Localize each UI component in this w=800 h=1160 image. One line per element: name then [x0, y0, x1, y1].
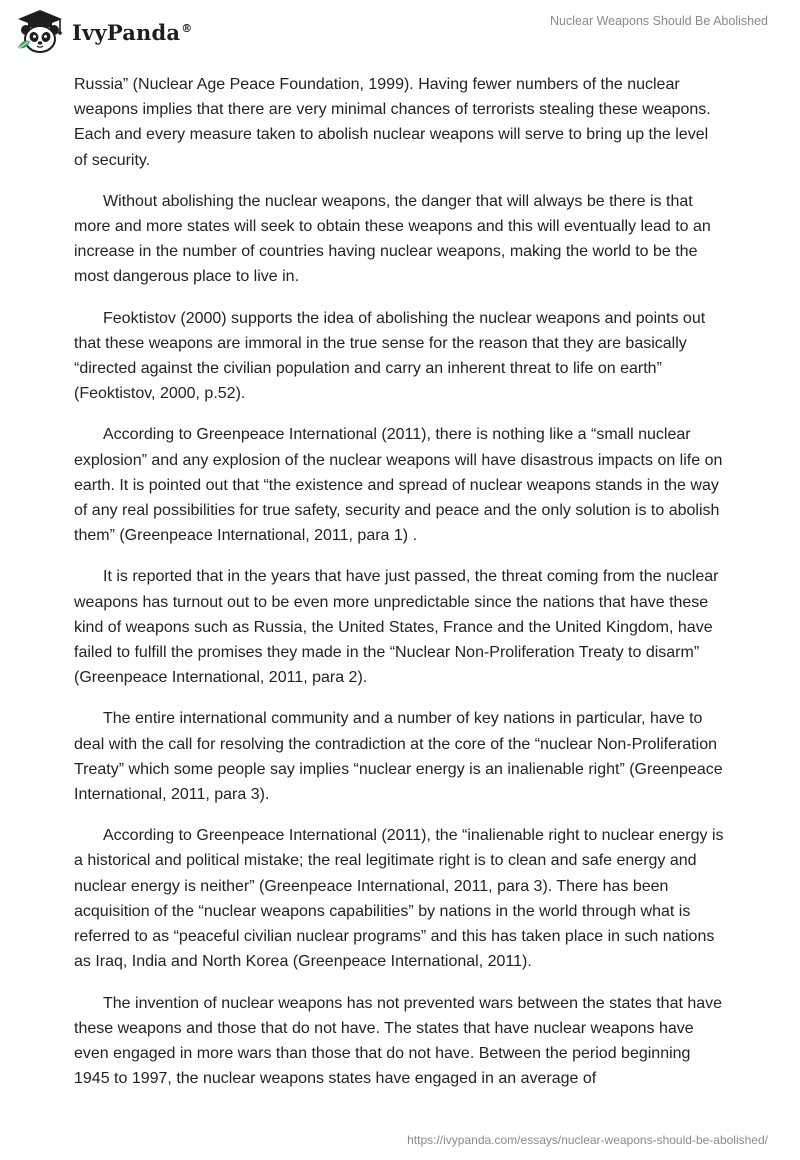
ivypanda-logo[interactable]: [14, 8, 192, 56]
paragraph-7: According to Greenpeace International (2011), the “inalienable right to nuclear energy is a historical and political mistake; the real legitimate right is to clean and safe energy and nuclear energy is neither” (Greenpeace International, 2011, para 3). There has been acquisition of the “nuclear weapons capabilities” by nations in the world through what is referred to as “peaceful civilian nuclear programs” and this has taken place in such nations as Iraq, India and North Korea (Greenpeace International, 2011).: [74, 827, 724, 971]
brand-name-text: IvyPanda: [72, 19, 181, 45]
page-header: [0, 0, 800, 62]
paragraph-1: Russia” (Nuclear Age Peace Foundation, 1999). Having fewer numbers of the nuclear weapons implies that there are very minimal chances of terrorists stealing these weapons. Each and every measure taken to abolish nuclear weapons will serve to bring up the level of security.: [74, 76, 711, 169]
paragraph-2: Without abolishing the nuclear weapons, the danger that will always be there is that more and more states will seek to obtain these weapons and this will eventually lead to an increase in the number of countries having nuclear weapons, making the world to be the most dangerous place to live in.: [74, 192, 711, 286]
panda-graduate-icon: [14, 8, 66, 56]
registered-mark: ®: [181, 21, 193, 35]
paragraph-6: The entire international community and a number of key nations in particular, have to deal with the call for resolving the contradiction at the core of the “nuclear Non-Proliferation Treaty” which some people say implies “nuclear energy is an inalienable right” (Greenpeace International, 2011, para 3).: [74, 710, 723, 804]
document-title: Nuclear Weapons Should Be Abolished: [550, 14, 768, 28]
footer-url-link[interactable]: https://ivypanda.com/essays/nuclear-weapons-should-be-abolished/: [407, 1133, 768, 1147]
paragraph-5: It is reported that in the years that have just passed, the threat coming from the nuclear weapons has turnout out to be even more unpredictable since the nations that have these kind of weapons such as Russia, the United States, France and the United Kingdom, have failed to fulfill the promises they made in the “Nuclear Non-Proliferation Treaty to disarm” (Greenpeace International, 2011, para 2).: [74, 568, 719, 687]
brand-name: [72, 20, 192, 45]
paragraph-4: According to Greenpeace International (2011), there is nothing like a “small nuclear explosion” and any explosion of the nuclear weapons will have disastrous impacts on life on earth. It is pointed out that “the existence and spread of nuclear weapons stands in the way of any real possibilities for true safety, security and peace and the only solution is to abolish them” (Greenpeace International, 2011, para 1) .: [74, 426, 723, 545]
paragraph-3: Feoktistov (2000) supports the idea of abolishing the nuclear weapons and points out that these weapons are immoral in the true sense for the reason that they are basically “directed against the civilian population and carry an inherent threat to life on earth” (Feoktistov, 2000, p.52).: [74, 309, 706, 403]
essay-body: [74, 72, 724, 1107]
paragraph-8: The invention of nuclear weapons has not prevented wars between the states that have these weapons and those that do not have. The states that have nuclear weapons have even engaged in more wars than those that do not have. Between the period beginning 1945 to 1997, the nuclear weapons states have engaged in an average of: [74, 994, 723, 1088]
